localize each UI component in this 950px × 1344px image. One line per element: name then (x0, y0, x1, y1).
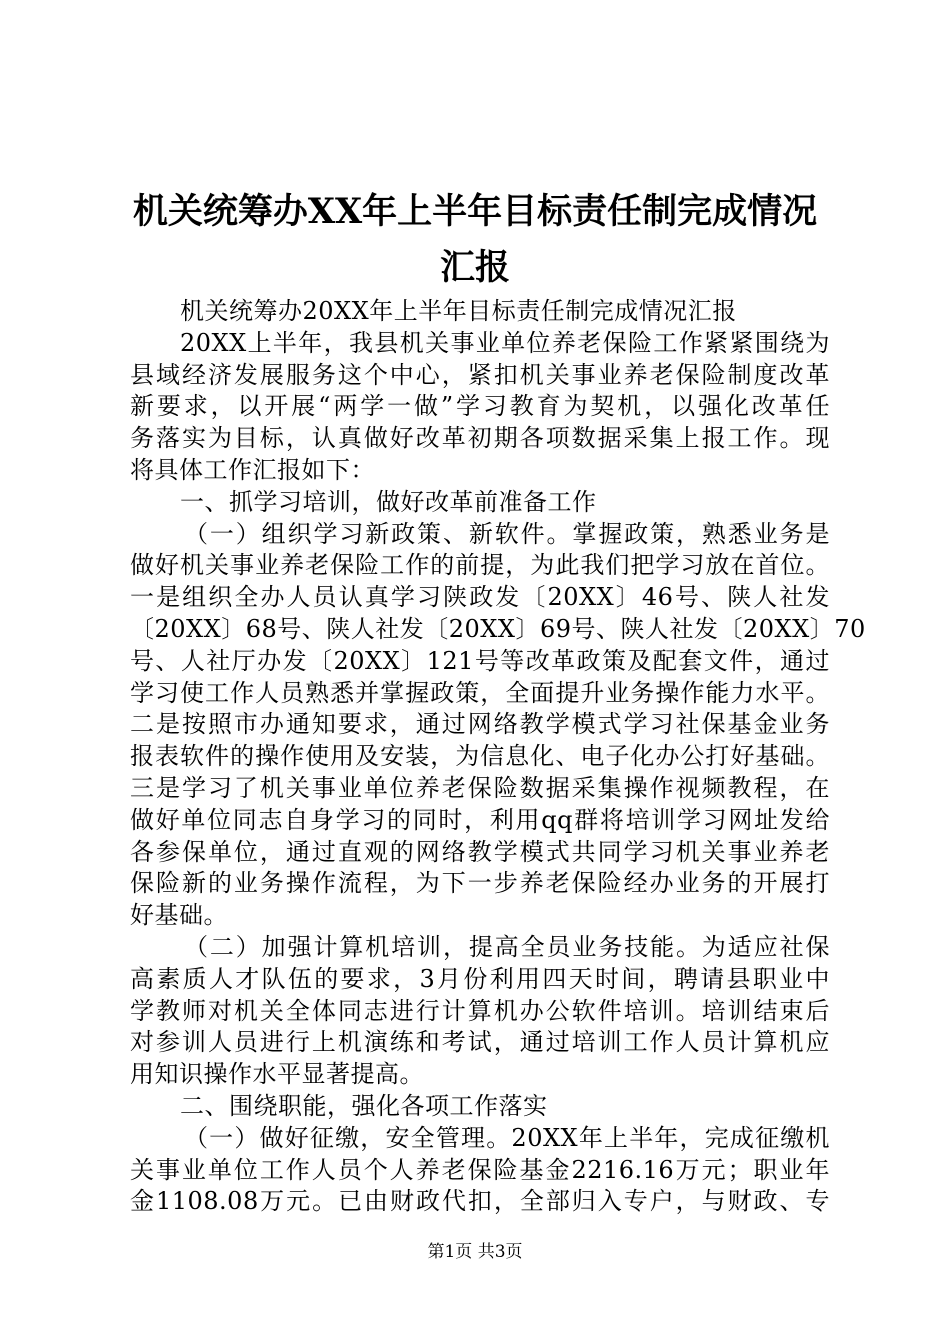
section-heading: 二、围绕职能，强化各项工作落实 (180, 1091, 548, 1120)
body-line: 做好单位同志自身学习的同时，利用qq群将培训学习网址发给 (130, 805, 830, 834)
body-line: 将具体工作汇报如下： (130, 455, 375, 484)
section-heading: 一、抓学习培训，做好改革前准备工作 (180, 487, 597, 516)
body-line: （一）组织学习新政策、新软件。掌握政策，熟悉业务是 (184, 519, 830, 548)
body-line: （一）做好征缴，安全管理。20XX年上半年，完成征缴机 (184, 1123, 830, 1152)
subtitle-line: 机关统筹办20XX年上半年目标责任制完成情况汇报 (180, 297, 737, 325)
body-line: 高素质人才队伍的要求，3月份利用四天时间，聘请县职业中 (130, 964, 830, 993)
body-line: 各参保单位，通过直观的网络教学模式共同学习机关事业养老 (130, 837, 830, 866)
body-line: 学习使工作人员熟悉并掌握政策，全面提升业务操作能力水平。 (130, 678, 830, 707)
body-line: 号、人社厅办发〔20XX〕121号等改革政策及配套文件，通过 (130, 646, 830, 675)
document-body (130, 296, 866, 1218)
body-line: 报表软件的操作使用及安装，为信息化、电子化办公打好基础。 (130, 742, 830, 771)
body-line: 务落实为目标，认真做好改革初期各项数据采集上报工作。现 (130, 424, 830, 453)
body-line: （二）加强计算机培训，提高全员业务技能。为适应社保 (184, 932, 830, 961)
document-title-line-1: 机关统筹办XX年上半年目标责任制完成情况 (132, 191, 818, 232)
body-line: 一是组织全办人员认真学习陕政发〔20XX〕46号、陕人社发 (130, 583, 830, 612)
body-line: 用知识操作水平显著提高。 (130, 1060, 424, 1089)
body-line: 关事业单位工作人员个人养老保险基金2216.16万元；职业年 (130, 1155, 830, 1184)
body-line: 金1108.08万元。已由财政代扣，全部归入专户，与财政、专 (130, 1187, 830, 1216)
page-number-footer: 第1页 共3页 (427, 1242, 523, 1262)
body-line: 新要求，以开展“两学一做”学习教育为契机，以强化改革任 (130, 392, 830, 421)
body-line: 好基础。 (130, 901, 228, 930)
body-line: 县域经济发展服务这个中心，紧扣机关事业养老保险制度改革 (130, 360, 830, 389)
body-line: 20XX上半年，我县机关事业单位养老保险工作紧紧围绕为 (180, 328, 830, 357)
body-line: 三是学习了机关事业单位养老保险数据采集操作视频教程，在 (130, 773, 830, 802)
body-line: 保险新的业务操作流程，为下一步养老保险经办业务的开展打 (130, 869, 830, 898)
body-line: 〔20XX〕68号、陕人社发〔20XX〕69号、陕人社发〔20XX〕70 (130, 614, 866, 643)
document-title-line-2: 汇报 (439, 247, 510, 288)
body-line: 对参训人员进行上机演练和考试，通过培训工作人员计算机应 (130, 1028, 830, 1057)
body-line: 二是按照市办通知要求，通过网络教学模式学习社保基金业务 (130, 710, 830, 739)
body-line: 学教师对机关全体同志进行计算机办公软件培训。培训结束后 (130, 996, 830, 1025)
body-line: 做好机关事业养老保险工作的前提，为此我们把学习放在首位。 (130, 551, 830, 580)
